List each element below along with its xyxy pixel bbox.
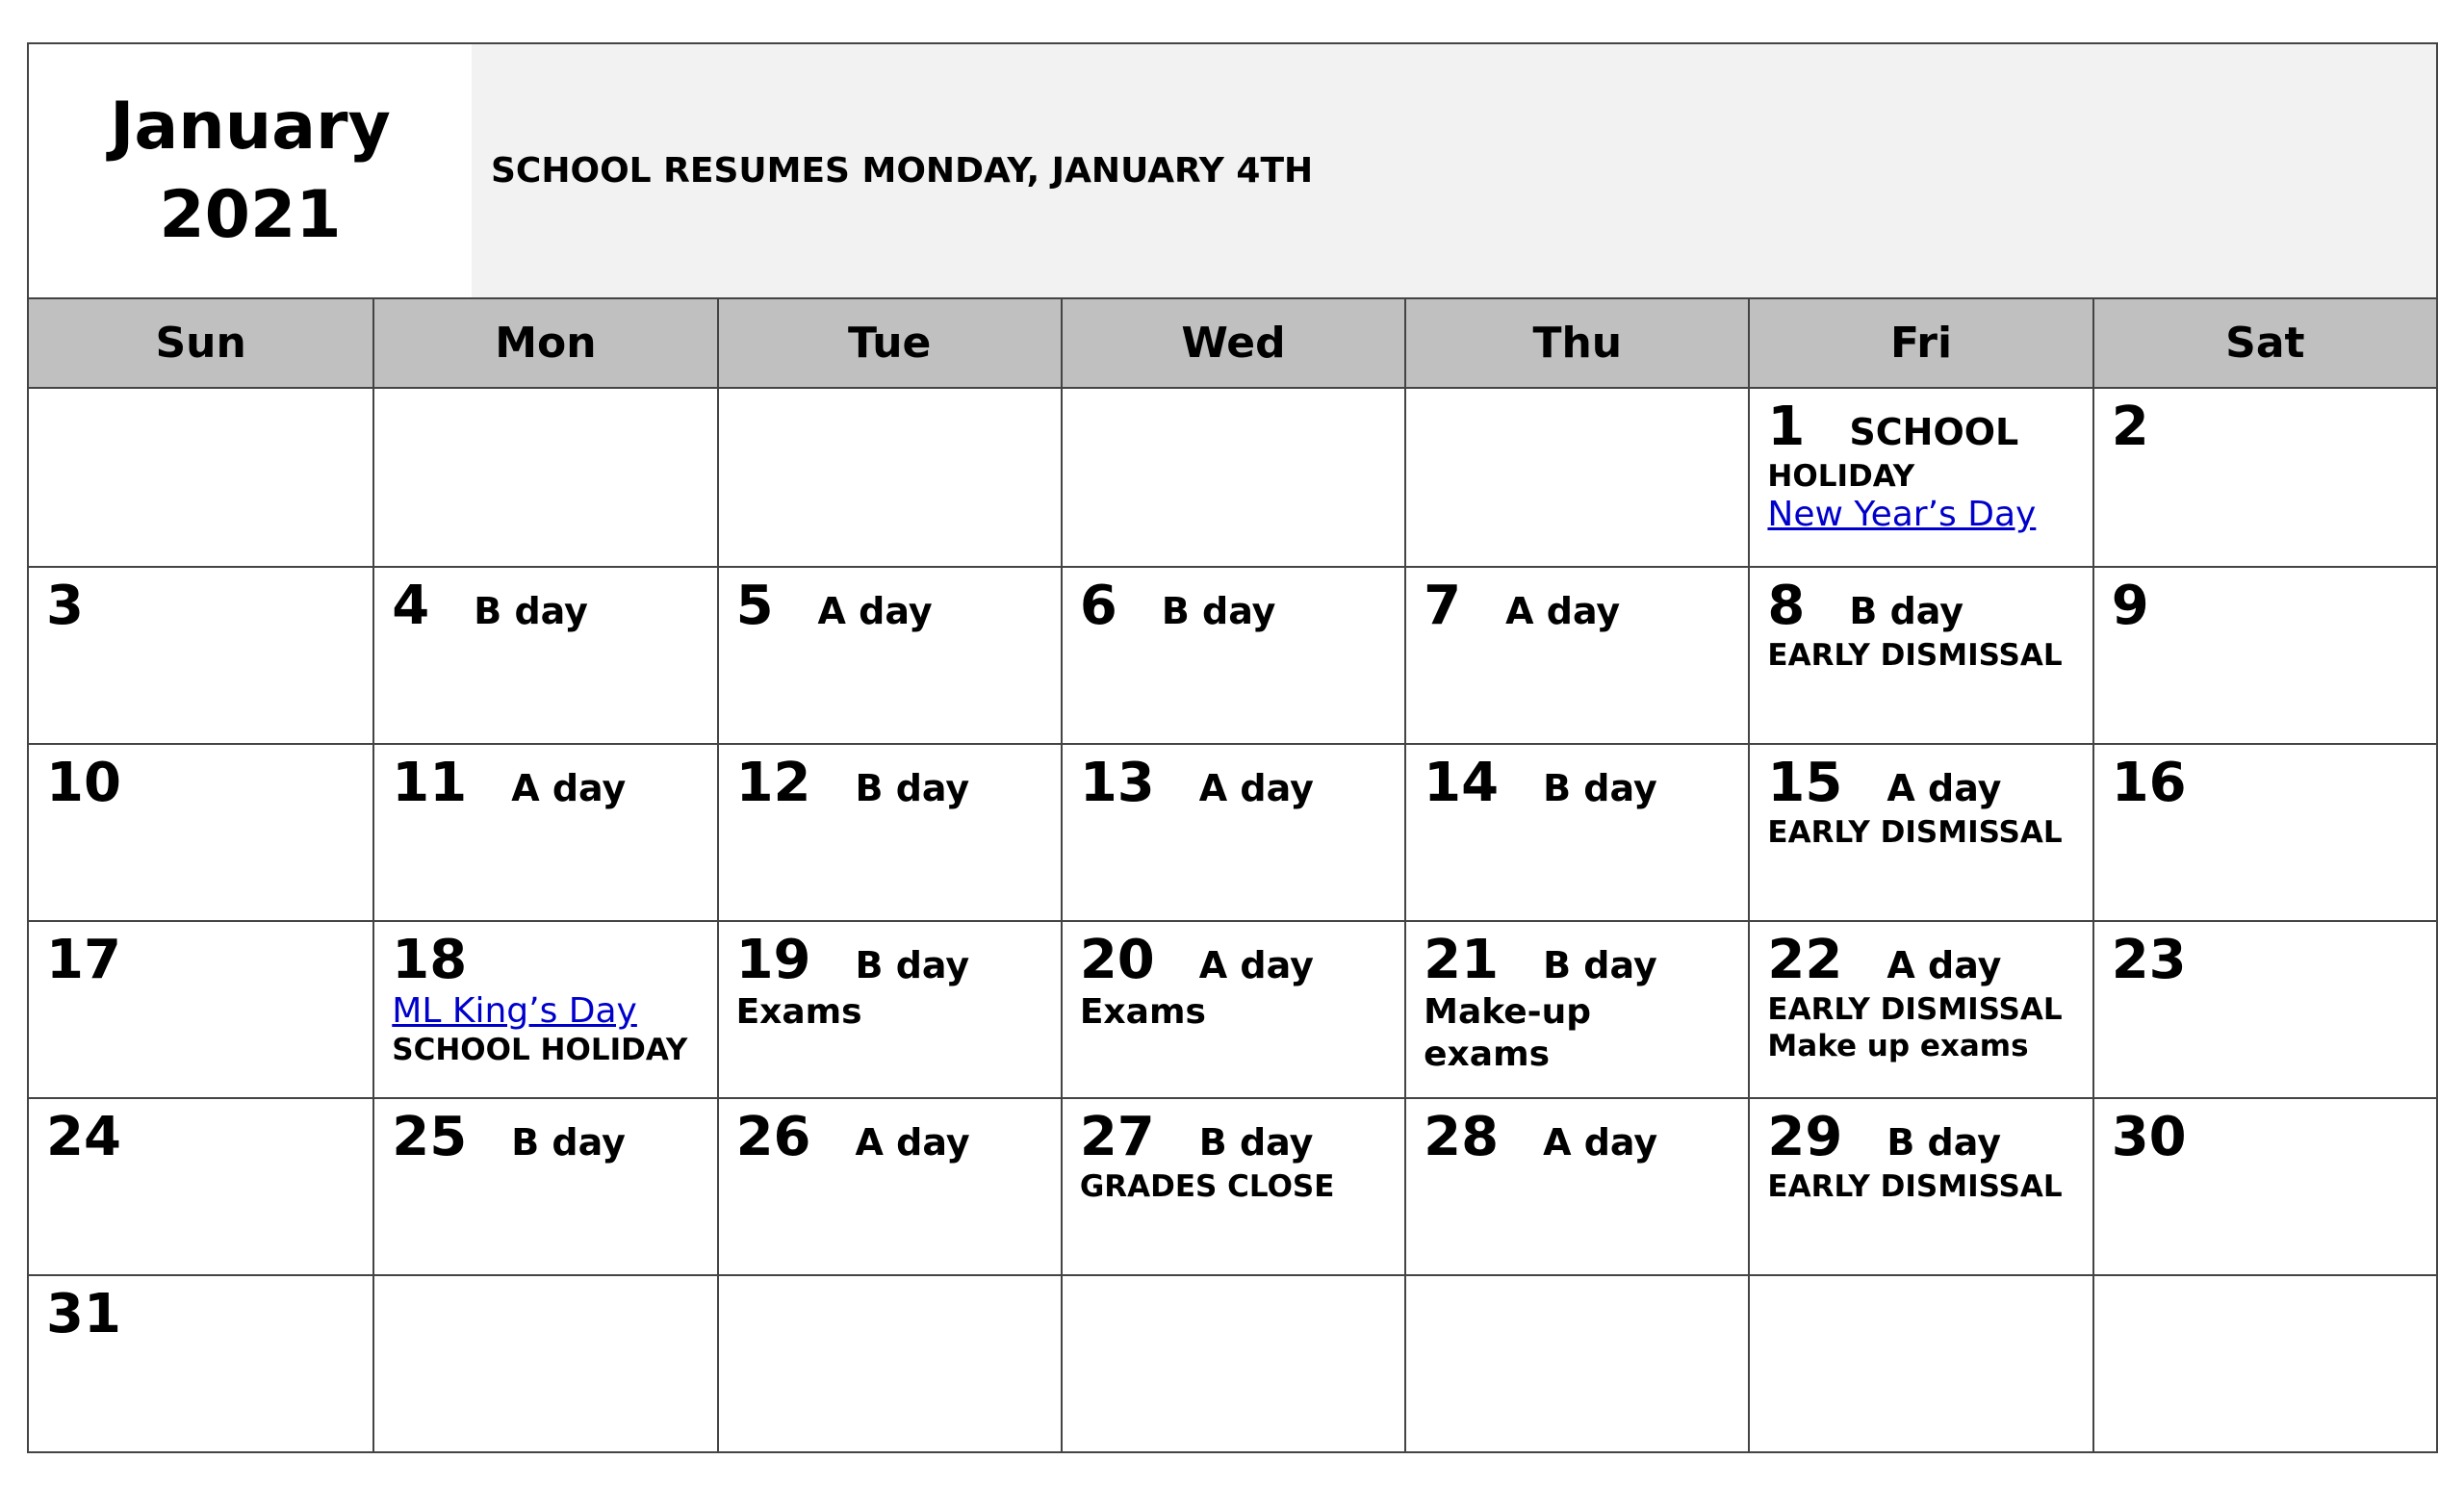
event-note: Exams	[1079, 992, 1206, 1032]
day-cell	[372, 1274, 716, 1451]
day-cell-head	[1424, 753, 1731, 814]
day-cell-head	[1767, 930, 2074, 991]
day-cell-head	[1424, 397, 1731, 458]
day-cell	[1748, 920, 2092, 1097]
day-number: 30	[2111, 1106, 2187, 1168]
day-type-label: B day	[1543, 767, 1657, 809]
event-note: EARLY DISMISSAL	[1767, 638, 2063, 673]
day-cell	[2092, 920, 2436, 1097]
day-cell	[1061, 743, 1404, 920]
day-cell	[717, 920, 1061, 1097]
day-type-label: A day	[855, 1121, 970, 1164]
day-cell-head	[1424, 576, 1731, 637]
day-number: 19	[735, 929, 811, 991]
day-type-label: A day	[1198, 767, 1314, 809]
day-number: 9	[2111, 575, 2149, 637]
day-cell	[29, 1097, 372, 1274]
day-cell-head	[1080, 576, 1387, 637]
day-cell-head	[1080, 930, 1387, 991]
day-cell	[717, 743, 1061, 920]
day-cell-head	[736, 1284, 1043, 1345]
day-number: 13	[1079, 752, 1155, 814]
day-cell-head	[46, 1284, 355, 1345]
calendar-header	[29, 44, 2436, 299]
day-cell	[1061, 1274, 1404, 1451]
day-number: 8	[1767, 575, 1806, 637]
weekday-sun: Sun	[155, 319, 246, 368]
weekday-tue: Tue	[717, 299, 1061, 387]
day-cell	[372, 920, 716, 1097]
day-type-label: B day	[474, 590, 588, 632]
day-cell	[1404, 743, 1748, 920]
weekday-thu: Thu	[1404, 299, 1748, 387]
day-type-label: B day	[1161, 590, 1276, 632]
day-cell	[29, 743, 372, 920]
day-cell	[29, 566, 372, 743]
day-cell-head	[736, 1107, 1043, 1168]
weekday-fri: Fri	[1748, 299, 2092, 387]
event-note: SCHOOL HOLIDAY	[392, 1033, 688, 1067]
day-cell	[2092, 389, 2436, 566]
day-number: 31	[46, 1283, 121, 1345]
day-type-label: B day	[1849, 590, 1964, 632]
day-number: 3	[46, 575, 84, 637]
month-name: January	[110, 88, 391, 165]
day-cell-head	[1767, 1284, 2074, 1345]
day-type-label: B day	[1543, 944, 1657, 986]
day-cell-head	[46, 930, 355, 991]
event-note: Exams	[735, 992, 862, 1032]
day-cell	[2092, 566, 2436, 743]
day-number: 2	[2111, 396, 2149, 458]
day-cell-head	[2112, 753, 2419, 814]
day-cell	[1748, 389, 2092, 566]
weekday-mon: Mon	[372, 299, 716, 387]
day-cell	[1061, 920, 1404, 1097]
day-cell	[1748, 566, 2092, 743]
day-cell	[1404, 389, 1748, 566]
day-cell-head	[2112, 930, 2419, 991]
day-cell	[1404, 1274, 1748, 1451]
day-cell-head	[46, 576, 355, 637]
day-grid	[29, 389, 2436, 1451]
day-cell	[29, 920, 372, 1097]
day-cell-head	[46, 397, 355, 458]
day-cell	[717, 566, 1061, 743]
day-cell-head	[1080, 1107, 1387, 1168]
day-type-label: SCHOOL	[1849, 411, 2019, 453]
event-note: EARLY DISMISSAL	[1767, 815, 2063, 850]
day-cell	[717, 1274, 1061, 1451]
day-cell	[1748, 1097, 2092, 1274]
event-note: Make-up	[1424, 992, 1591, 1032]
day-cell-head	[392, 1107, 699, 1168]
day-cell-head	[1424, 930, 1731, 991]
day-cell-head	[1767, 753, 2074, 814]
day-cell	[372, 743, 716, 920]
day-number: 23	[2111, 929, 2187, 991]
day-number: 5	[735, 575, 774, 637]
day-cell-head	[1767, 397, 2074, 458]
day-number: 10	[46, 752, 121, 814]
day-cell-head	[392, 753, 699, 814]
day-number: 17	[46, 929, 121, 991]
year: 2021	[159, 176, 342, 253]
day-cell-head	[1080, 1284, 1387, 1345]
day-cell	[1061, 566, 1404, 743]
day-cell-head	[736, 576, 1043, 637]
day-cell	[1061, 1097, 1404, 1274]
day-cell-head	[2112, 576, 2419, 637]
day-type-label: B day	[855, 767, 970, 809]
day-type-label: A day	[817, 590, 933, 632]
day-number: 25	[392, 1106, 468, 1168]
day-cell-head	[736, 930, 1043, 991]
day-cell-head	[1767, 1107, 2074, 1168]
day-number: 28	[1424, 1106, 1500, 1168]
day-cell	[372, 566, 716, 743]
calendar	[27, 42, 2438, 1453]
day-number: 24	[46, 1106, 121, 1168]
day-cell	[2092, 1097, 2436, 1274]
day-number: 20	[1079, 929, 1155, 991]
day-cell	[1404, 566, 1748, 743]
weekday-wed: Wed	[1061, 299, 1404, 387]
day-cell-head	[46, 1107, 355, 1168]
day-number: 12	[735, 752, 811, 814]
day-number: 6	[1079, 575, 1117, 637]
day-cell-head	[2112, 1107, 2419, 1168]
day-number: 4	[392, 575, 430, 637]
day-number: 22	[1767, 929, 1843, 991]
event-note: exams	[1424, 1035, 1551, 1074]
day-cell	[29, 389, 372, 566]
day-cell-head	[2112, 397, 2419, 458]
day-type-label: A day	[1505, 590, 1621, 632]
day-cell	[1061, 389, 1404, 566]
weekday-sat: Sat	[2092, 299, 2436, 387]
day-cell-head	[392, 930, 699, 991]
day-type-label: A day	[511, 767, 627, 809]
day-type-label: A day	[1886, 767, 2002, 809]
day-cell	[717, 1097, 1061, 1274]
day-cell	[2092, 1274, 2436, 1451]
day-cell-head	[2112, 1284, 2419, 1345]
day-number: 29	[1767, 1106, 1843, 1168]
day-cell	[372, 389, 716, 566]
announcement-banner: SCHOOL RESUMES MONDAY, JANUARY 4TH	[472, 44, 2436, 297]
day-number: 18	[392, 929, 468, 991]
day-cell-head	[392, 397, 699, 458]
event-note: EARLY DISMISSAL	[1767, 992, 2063, 1027]
day-cell	[29, 1274, 372, 1451]
day-number: 21	[1424, 929, 1500, 991]
weekday-header	[29, 299, 2436, 389]
day-number: 1	[1767, 396, 1806, 458]
day-cell-head	[1080, 397, 1387, 458]
day-cell	[372, 1097, 716, 1274]
day-cell	[2092, 743, 2436, 920]
day-number: 27	[1079, 1106, 1155, 1168]
day-cell-head	[1080, 753, 1387, 814]
day-cell-head	[1767, 576, 2074, 637]
day-type-label: A day	[1543, 1121, 1658, 1164]
day-type-label: B day	[1198, 1121, 1314, 1164]
holiday-link[interactable]: ML King’s Day	[392, 991, 637, 1031]
holiday-link[interactable]: New Year’s Day	[1767, 495, 2037, 534]
day-number: 7	[1424, 575, 1462, 637]
day-cell-head	[392, 576, 699, 637]
day-type-label: B day	[511, 1121, 626, 1164]
event-note: EARLY DISMISSAL	[1767, 1169, 2063, 1204]
month-title	[29, 44, 472, 297]
day-cell-head	[46, 753, 355, 814]
event-note: HOLIDAY	[1767, 459, 1915, 494]
day-number: 14	[1424, 752, 1500, 814]
day-cell-head	[1424, 1284, 1731, 1345]
day-number: 15	[1767, 752, 1843, 814]
day-cell	[1748, 1274, 2092, 1451]
day-cell	[1404, 920, 1748, 1097]
day-cell	[717, 389, 1061, 566]
day-cell	[1748, 743, 2092, 920]
day-type-label: B day	[855, 944, 970, 986]
day-cell-head	[736, 753, 1043, 814]
day-type-label: A day	[1886, 944, 2002, 986]
day-cell	[1404, 1097, 1748, 1274]
event-note: Make up exams	[1767, 1029, 2029, 1063]
event-note: GRADES CLOSE	[1079, 1169, 1335, 1204]
day-type-label: A day	[1198, 944, 1314, 986]
day-cell-head	[392, 1284, 699, 1345]
day-number: 11	[392, 752, 468, 814]
day-number: 16	[2111, 752, 2187, 814]
day-cell-head	[1424, 1107, 1731, 1168]
day-type-label: B day	[1886, 1121, 2001, 1164]
day-cell-head	[736, 397, 1043, 458]
day-number: 26	[735, 1106, 811, 1168]
